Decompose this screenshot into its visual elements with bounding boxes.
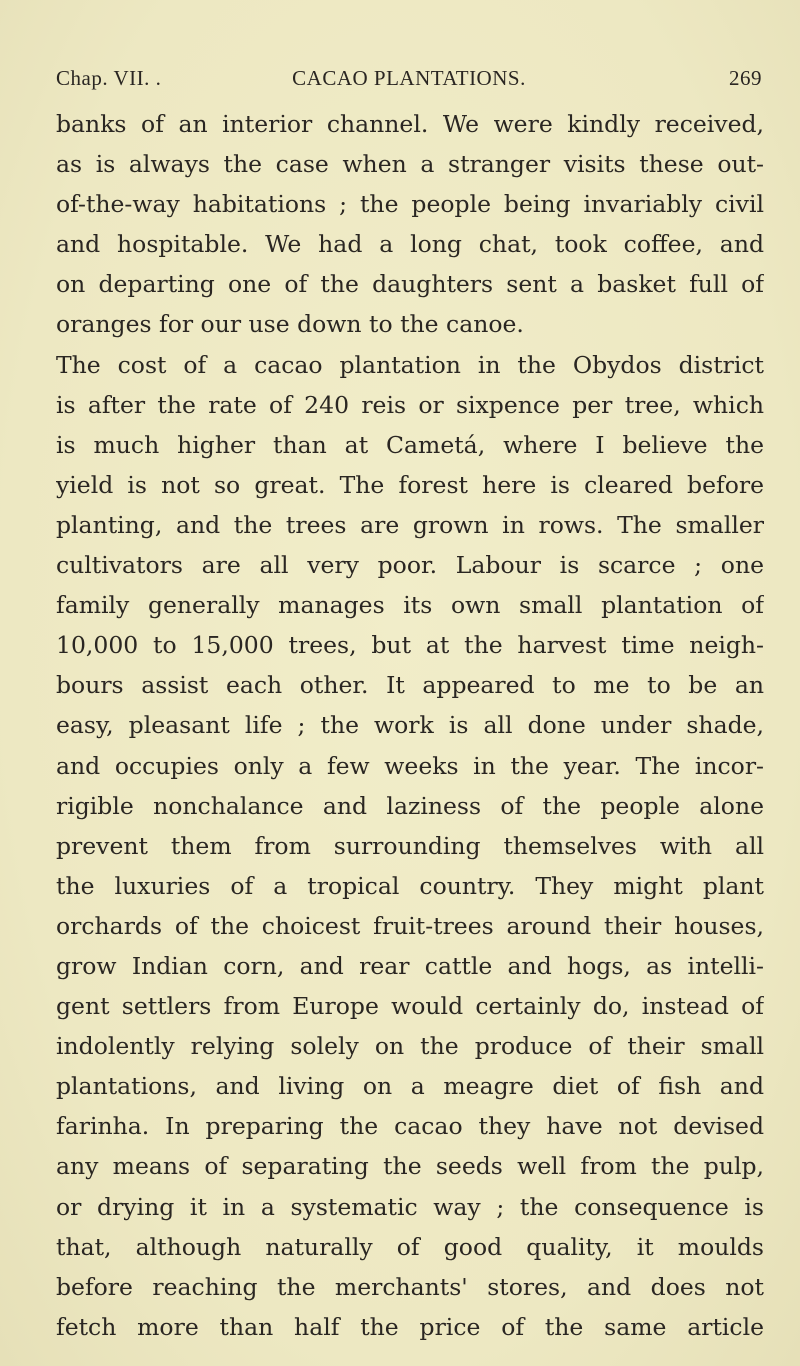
text-line: and occupies only a few weeks in the year. The incor-: [56, 751, 764, 780]
text-line: on departing one of the daughters sent a basket full of: [56, 270, 764, 299]
text-line: orchards of the choicest fruit-trees around their houses,: [56, 911, 764, 940]
text-line: before reaching the merchants' stores, and does not: [56, 1272, 764, 1301]
text-line: and hospitable. We had a long chat, took coffee, and: [56, 230, 764, 259]
text-line: cultivators are all very poor. Labour is scarce ; one: [56, 551, 764, 580]
chapter-title: CACAO PLANTATIONS.: [292, 66, 526, 90]
text-line: grow Indian corn, and rear cattle and hogs, as intelli-: [56, 951, 764, 980]
chapter-label: Chap. VII. .: [56, 66, 162, 90]
text-line: or drying it in a systematic way ; the consequence is: [56, 1192, 764, 1221]
text-line: indolently relying solely on the produce of their small: [56, 1032, 764, 1061]
text-line: family generally manages its own small plantation of: [56, 591, 764, 620]
text-line: banks of an interior channel. We were kindly received,: [56, 110, 764, 138]
text-line: any means of separating the seeds well from the pulp,: [56, 1152, 764, 1181]
body-text: [56, 104, 764, 1347]
text-line: that, although naturally of good quality, it moulds: [56, 1232, 764, 1261]
text-line: fetch more than half the price of the same article: [56, 1312, 764, 1341]
text-line: as is always the case when a stranger visits these out-: [56, 150, 764, 179]
text-line: planting, and the trees are grown in rows. The smaller: [56, 510, 764, 539]
text-line: is after the rate of 240 reis or sixpence per tree, which: [56, 390, 764, 419]
text-line: plantations, and living on a meagre diet of fish and: [56, 1072, 764, 1101]
text-line: rigible nonchalance and laziness of the people alone: [56, 791, 764, 820]
text-line: is much higher than at Cametá, where I believe the: [56, 430, 764, 459]
running-head: [56, 66, 762, 96]
text-line: yield is not so great. The forest here is cleared before: [56, 470, 764, 499]
text-line: bours assist each other. It appeared to me to be an: [56, 671, 764, 700]
page-number: 269: [729, 66, 762, 90]
text-line: farinha. In preparing the cacao they have not devised: [56, 1112, 764, 1141]
text-line: the luxuries of a tropical country. They might plant: [56, 871, 764, 900]
text-line: The cost of a cacao plantation in the Obydos district: [56, 350, 764, 379]
text-line: gent settlers from Europe would certainly do, instead of: [56, 992, 764, 1021]
text-line: 10,000 to 15,000 trees, but at the harvest time neigh-: [56, 631, 764, 660]
text-line: prevent them from surrounding themselves with all: [56, 831, 764, 860]
text-line: oranges for our use down to the canoe.: [56, 310, 524, 339]
text-line: easy, pleasant life ; the work is all done under shade,: [56, 711, 764, 740]
text-line: of-the-way habitations ; the people being invariably civil: [56, 190, 764, 219]
